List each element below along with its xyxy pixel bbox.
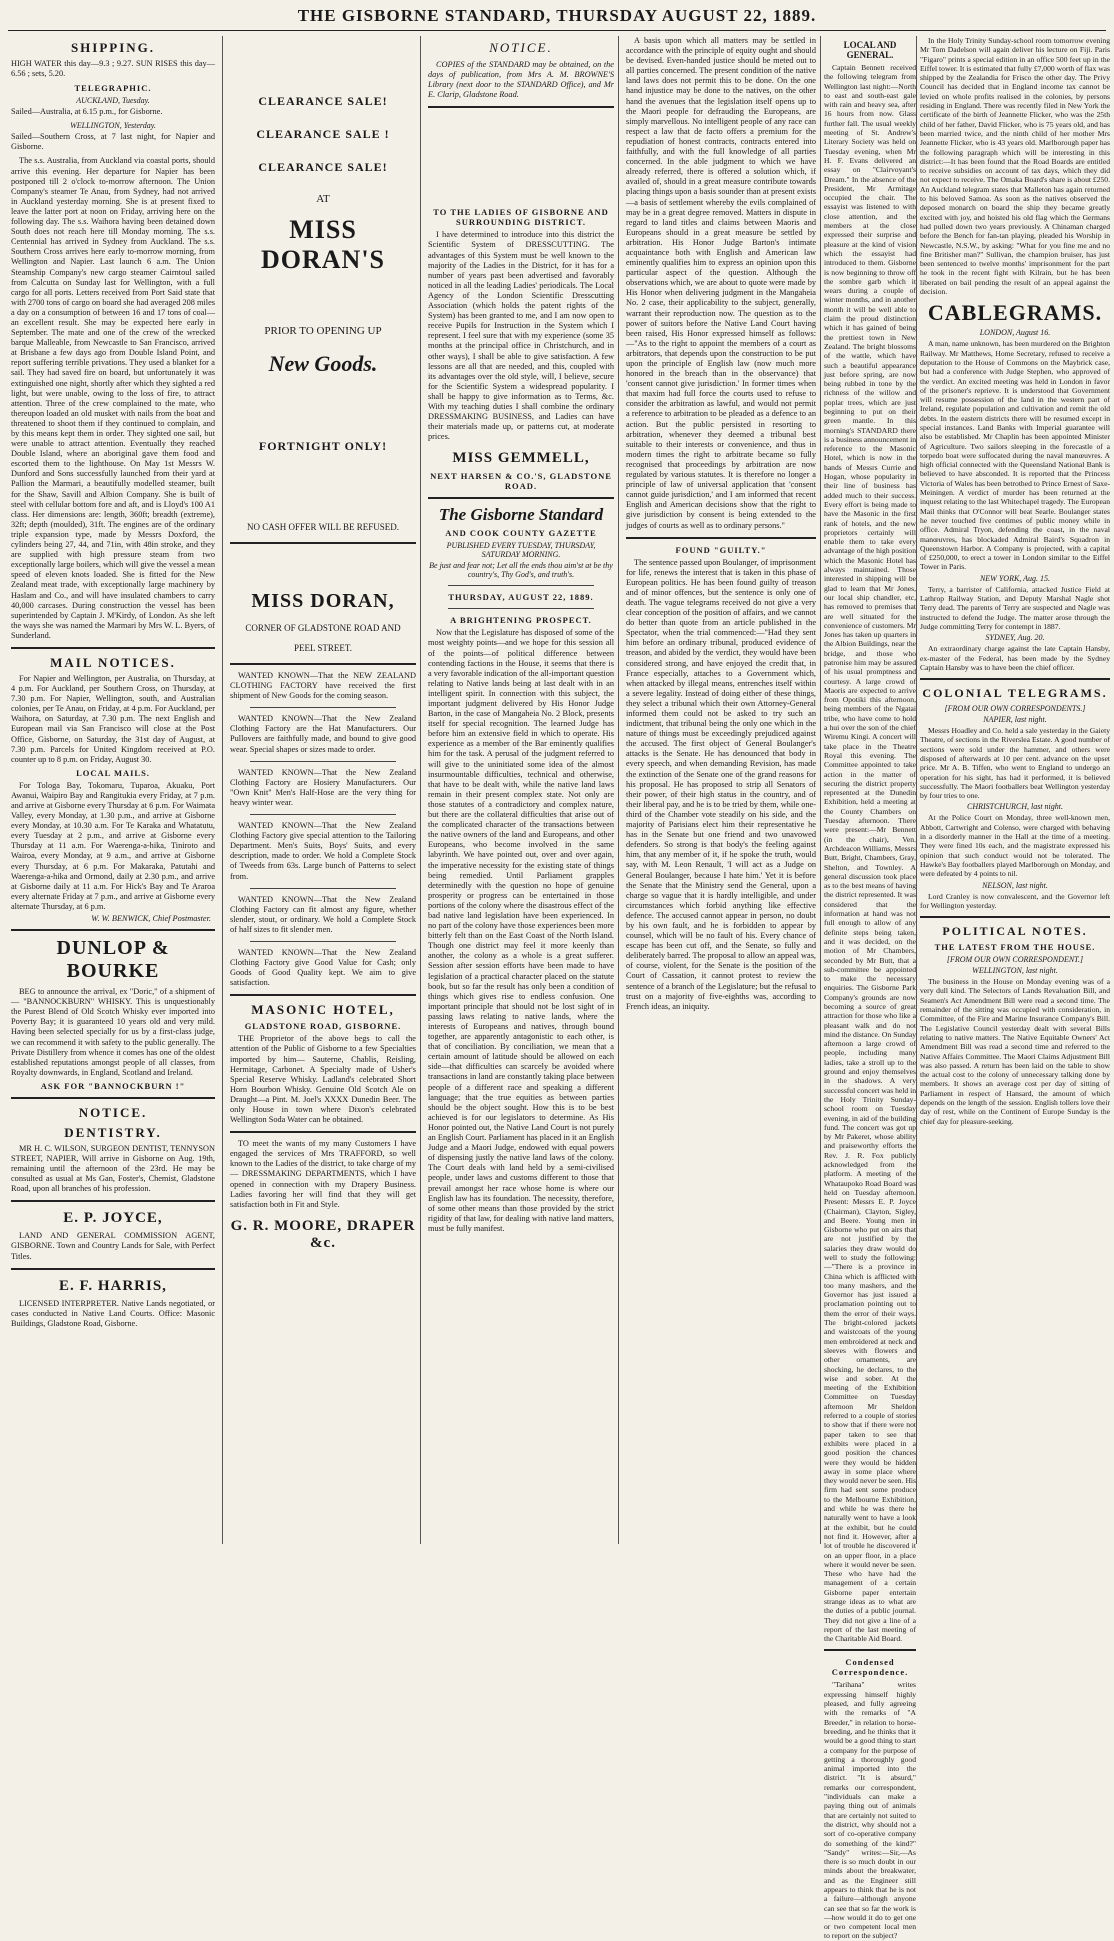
divider	[11, 1097, 215, 1099]
divider	[250, 707, 396, 708]
political-sub: THE LATEST FROM THE HOUSE.	[934, 942, 1096, 953]
clearance-sale-1: CLEARANCE SALE!	[258, 94, 388, 108]
masthead: THE GISBORNE STANDARD, THURSDAY AUGUST 22, 1889.	[297, 6, 817, 25]
mail-notices-body: For Napier and Wellington, per Australia, on Thursday, at 4 p.m. For Auckland, per Southern Cross, on Thursday, at 7.30 p.m. For Napier, Wellington, south, and Australian colonies, per Te Anau, on Friday, at 4 p.m. For Auckland, per Waihora, on Saturday, at 7.30 p.m. The next English and European mail via San Francisco will close at the Post Office, Gisborne, on Saturday, the 31st day of August, at 7.30 p.m. Parcels for United Kingdom received at P.O. counter up to 8 p.m. on Friday, August 30.	[11, 673, 215, 764]
christchurch-dateline: CHRISTCHURCH, last night.	[966, 802, 1063, 812]
moore-signature: G. R. MOORE, DRAPER &c.	[230, 1217, 416, 1251]
telegraphic-heading: TELEGRAPHIC.	[74, 83, 152, 94]
local-mails-body: For Tologa Bay, Tokomaru, Tuparoa, Akuaku, Port Awanui, Waipiro Bay and Rangitukia every Friday, at 7 p.m. and arrive at Gisborne every Thursday at 6 p.m. For Waimata Valley, every Monday, at 1.30 p.m., and arrive at Gisborne every Monday, at 10.30 a.m. For Te Karaka and Whatatutu, every Tuesday at 2 p.m., and arrive at Gisborne every Thursday at 11 a.m. For Waerenga-a-hika, Tiniroto and Wairoa, every Monday, at 9 a.m., and arrive at Gisborne every Thursday, at 6 p.m. For Makaraka, Patutahi and Waerenga-a-hika and Ormond, daily at 2.30 p.m., and arrive at Gisborne daily at 11 a.m. For Hick's Bay and Te Araroa every alternate Friday at 7 p.m., and arrive at Gisborne every alternate Thursday, at 6 p.m.	[11, 780, 215, 911]
local-general-body-r: Captain Bennett received the following telegram from Wellington last night:—North to east and south-east gale with rain and heavy sea, after 16 hours from now. Glass further fall. The usual weekly meeting of St. Andrew's Literary Society was held on Tuesday evening, when Mr H. F. Evans delivered an essay on "Clairvoyant's Dream." In the absence of the President, Mr Armitage occupied the chair. The essayist was listened to with close attention, and the members at the close expressed their surprise and pleasure at the kind of vision which the essayist had introduced to them. Gisborne is now beginning to throw off the sombre garb which it wears during a couple of winter months, and in another month it will be well able to claim the proud distinction which it has gained of being the prettiest town in New Zealand. The bright blossoms of the wattle, which have such a beautiful appearance just before spring, are now being rubbed in tone by the richness of the willow and poplar trees, which are just beginning to put on their green mantle. In this morning's STANDARD there is a business announcement in reference to the Masonic Hotel, which is now in the hands of Messrs Currie and Hogan, whose popularity in their line of business has added much to their success. Every effort is being made to have the Masonic in the first rank of hotels, and the new proprietors certainly will enable them to take every advantage of the high position which the Masonic Hotel has always maintained. Those interested in shipping will be glad to learn that Mr Jones, our local ship chandler, etc, has removed to premises that are well situated for the convenience of customers. Mr Jones has taken up quarters in the Albion Buildings, near the bridge, and those who patronise him may be assured of his usual promptness and courtesy. A large crowd of Maoris are expected to arrive from Opotiki this afternoon, being members of the Ngatai tribe, who have come to hold a hui over the son of the chief Wiremu Kingi. A concert will take place in the Theatre Royal this evening. The Committee appointed to take action in the matter of securing the district property represented at the Dunedin Exhibition, held a meeting at the County Chambers on Tuesday afternoon. There were present:—Mr Bennett (in the chair), Ven. Archdeacon Williams, Messrs Butt, Bright, Chambers, Gray, Shelton, and Townley. A general discussion took place as to the best means of having the district represented. It was considered that the information at hand was not full enough to allow of any definite steps being taken, and it was decided, on the motion of Mr Chambers, seconded by Mr Butt, that a sub-committee be appointed to make the necessary enquiries. The Gisborne Park Company's grounds are now becoming a source of great attraction for those who like a pleasant walk and do not mind the distance. On Sunday afternoon a large crowd of people, including many ladies, take a stroll up to the ground and enjoy themselves in the shadows. A very successful concert was held in the Holy Trinity Sunday-school room on Tuesday evening, in aid of the building fund. The concert was got up by Mr Pakeret, whose ability and praiseworthy efforts the Rev. J. R. Fox publicly acknowledged from the platform. A meeting of the Whataupoko Road Board was held on Tuesday afternoon. Present: Messrs E. P. Joyce (Chairman), Clayton, Sigley, and Beere. Young men in Gisborne who put on airs that are not justified by the salaries they draw would do well to study the following:—"There is a province in China which is afflicted with too many mashers, and the Governor has just issued a proclamation pointing out to them the error of their ways. The bright-colored jackets and waistcoats of the young men embroidered at neck and sleeves with flowers and other ornaments, are shocking, he declares, to the wise and sober. At the meeting of the Exhibition Committee on Tuesday afternoon Mr Sheldon referred to a couple of stories to show that if there were not paper taken to see that exhibits were placed in a good position the chances were they would be hidden away in some place where they would never be seen. His firm had sent some produce to the Melbourne Exhibition, and while he was there he naturally went to have a look at the exhibit, but he could not find it. However, after a lot of trouble he discovered it on an upper floor, in a place where it would never be seen. These who have had the management of a certain Gisborne paper entertain strange ideas as to what are the duties of a public journal. They did not give a line of a report of the last meeting of the Charitable Aid Board.	[824, 63, 916, 1644]
paper-subtitle: AND COOK COUNTY GAZETTE	[445, 528, 597, 539]
masthead-rule	[8, 30, 1106, 31]
wanted-known-6: WANTED KNOWN—That the New Zealand Clothing Factory give Good Value for Cash; only Goods of Good Quality kept. We aim to give satisfaction.	[230, 947, 416, 988]
joyce-body: LAND AND GENERAL COMMISSION AGENT, GISBORNE. Town and Country Lands for Sale, with Perfect Titles.	[11, 1231, 215, 1261]
bannockburn-ask: ASK FOR "BANNOCKBURN !"	[40, 1080, 186, 1091]
divider	[250, 941, 396, 942]
published-line: PUBLISHED EVERY TUESDAY, THURSDAY, SATURDAY MORNING.	[446, 541, 596, 560]
gemmell-address: NEXT HARSEN & CO.'S, GLADSTONE ROAD.	[430, 471, 612, 492]
no-cash-offer: NO CASH OFFER WILL BE REFUSED.	[246, 522, 399, 532]
political-notes-heading: POLITICAL NOTES.	[942, 924, 1088, 939]
divider	[920, 916, 1110, 918]
correspondence-body-r: "Tarihana" writes expressing himself highly pleased, and fully agreeing with the remarks of "A Breeder," in relation to horse-breeding, and he thinks that it would be a good thing to start a company for the purpose of getting a thoroughly good animal imported into the district. "It is absurd," remarks our correspondent, "individuals can make a paying thing out of animals that are certainly not suited to the district, why should not a sort of co-operative company do something of the kind?" "Sandy" writes:—Sir,—As there is so much doubt in our minds about the breakwater, and as the Engineer still appears to think that he is not a failure—although anyone can see that so far the work is—how would it do to get one or two competent local men to report on the subject?	[824, 1680, 916, 1941]
editorial-body: Now that the Legislature has disposed of some of the most weighty points—and we hope for this session all of the points—of political difference between contending factions in the House, it seems that there is a very favorable indication of the all-important question relating to Native lands being at last dealt with in an intelligent spirit. In connection with this subject, the important judgment delivered by His Honor Judge Barton, in the case of Mangaheia No. 2 Block, presents itself for special recognition. The learned Judge has before him an extensive field in which to operate. His experience as a member of the Bar eminently qualifies him for the task. A perusal of the judgment referred to will give to the uninitiated some idea of the almost insurmountable difficulties, technical and otherwise, that have to be dealt with, while the native land laws remain in their present complex state. Not only are those statutes of a contradictory and complex nature, but there are the collateral difficulties that arise out of the complicated character of the transactions between the native owners of the land and Europeans, and other Europeans, who become involved in the same labyrinth. We have pointed out, over and over again, the imperative necessity for the existing state of things being remedied. Until Parliament grapples determinedly with the question no hope of genuine prosperity or progress can be entertained in those portions of the colony where the disastrous effect of the bad native land legislation have been experienced. In no part of the colony have those experiences been more bitterly felt than on the East Coast of the North Island. Though one district may feel it more keenly than another, the colony as a whole is a great sufferer. Session after session efforts have been made to have legislation of a practical character placed on the statute book, but so far the result has only been a condition of things which gives rise to endless confusion. One important principle that should not be lost sight of in passing laws relating to native lands, where the interests of Europeans and natives, through bound together, are apparently antagonistic to each other, is that of conciliation. By conciliation, we mean that a certain amount of latitude should be allowed on each side—that difficulties can scarcely be avoided where transactions in land are constantly taking place between people of a different race and speaking a different language; that the true equities as between parties should be the object sought. How this is to be best achieved is for our legislators to determine. As His Honor pointed out, the Native Land Court is not purely an English Court. Parliament has placed in it an English Judge and a Maori Judge, endowed with equal powers of dispensing justly the native land laws of the colony. The Court deals with land held by a semi-civilised people, under laws and customs different to those that prevail amongst her race whose home is where our English law has its foundation. The necessity, therefore, of some other means than those provided by the strict rigidity of that law, for dealing with native land matters, must be fully manifest.	[428, 628, 614, 1233]
gemmell-name: MISS GEMMELL,	[452, 450, 590, 467]
dentistry-body: MR H. C. WILSON, SURGEON DENTIST, TENNYSON STREET, NAPIER, Will arrive in Gisborne on Aug. 19th, remaining until the afternoon of the 23rd. He may be consulted as usual at Ms Gan, Foster's, Chemist, Gladstone Road, upon all branches of his profession.	[11, 1143, 215, 1194]
postmaster-signature: W. W. BENWICK, Chief Postmaster.	[91, 914, 211, 924]
divider	[250, 761, 396, 762]
local-mails-heading: LOCAL MAILS.	[76, 767, 150, 778]
newyork-dateline: NEW YORK, Aug. 15.	[979, 573, 1051, 583]
divider	[11, 929, 215, 931]
colonial-sub: [FROM OUR OWN CORRESPONDENTS.]	[944, 704, 1086, 714]
wanted-known-4: WANTED KNOWN—That the New Zealand Clothing Factory give special attention to the Tailoring Department. Men's Suits, Boys' Suits, and every description, made to order. We hold a Complete Stock of Tweeds from 63s. Large bunch of Patterns to select from.	[230, 821, 416, 881]
divider	[230, 994, 416, 996]
tides-text: HIGH WATER this day—9.3 ; 9.27. SUN RISES this day—6.56 ; sets, 5.20.	[11, 59, 215, 79]
column-3	[420, 36, 617, 1544]
harris-heading: E. F. HARRIS,	[59, 1277, 167, 1294]
divider	[428, 497, 614, 499]
sydney-dateline: SYDNEY, Aug. 20.	[985, 633, 1045, 643]
new-goods-heading: New Goods.	[268, 351, 378, 376]
auckland-dateline: AUCKLAND, Tuesday.	[76, 96, 150, 106]
copies-notice: COPIES of the STANDARD may be obtained, on the days of publication, from Mrs A. M. BROWNE'S Library (next door to the STANDARD Office), and Mr E. Clarip, Gladstone Road.	[428, 60, 614, 100]
divider	[230, 663, 416, 665]
divider	[11, 1268, 215, 1270]
motto: Be just and fear not; Let all the ends thou aim'st at be thy country's, Thy God's, and truth's.	[429, 561, 613, 580]
fortnight-only: FORTNIGHT ONLY!	[258, 439, 388, 453]
auckland-text: Sailed—Australia, at 6.15 p.m., for Gisborne.	[11, 107, 163, 117]
miss-doran-heading: MISS DORAN,	[251, 590, 395, 612]
harris-body: LICENSED INTERPRETER. Native Lands negotiated, or cases conducted in Native Land Courts. Office: Masonic Buildings, Gladstone Road, Gisborne.	[11, 1298, 215, 1328]
political-dateline: WELLINGTON, last night.	[972, 966, 1058, 976]
divider	[230, 1131, 416, 1133]
editorial-continued: A basis upon which all matters may be settled in accordance with the principle of equity ought and should be devised. Even-handed justice should be meted out to all parties concerned. The present condition of the native land laws does not permit this to be done. On the one hand injustice may be done to the natives, on the other hand the avenues that the legislation itself opens up to the Maori people for defrauding the Europeans, are simply marvellous. No intelligent people of any race can respect a law that de facto offers a premium for the repudiation of honest contracts, contracts entered into faithfully, and with the full knowledge of all parties concerned. In the able judgment to which we have already referred, there is offered a solution which, if availed of, should in a great measure contribute towards placing things upon a basis sounder than at present exists—a basis of settlement whereby the evils complained of may be in a great degree removed. Matters in dispute in regard to land titles and claims between Maoris and Europeans should in a great measure be settled by arbitration. His Honor Judge Barton's intimate acquaintance both with English and American law eminently qualifies him to express an opinion upon this particular aspect of the question. Although the observations which, we are about to quote were made by His Honor when delivering judgment in the Mangaheia No. 2 case, their applicability to the subject, generally, warrant their reproduction now. The question as to the power of suitors before the Native Land Court having been raised, His Honor expressed himself as follows:—"As to the right to appoint the members of a court as arbitrators, that depends upon the construction to be put upon the principle of English law (now much more honored in the breach than in the observance) that 'consent cannot give jurisdiction.' In former times when that maxim had full force the courts used to refuse to consider the arbitration as lawful, and would not permit a reference to arbitration to be pleaded as a defence to an action. But the public persisted in resorting to arbitration, whenever they deemed a tribunal best suitable to their interests or convenience, and thus in modern times the right to arbitrate became so fully recognised that proceedings by arbitration are now regulated by various statutes. It is therefore no longer a principle of law of universal application that 'consent cannot guide jurisdiction,' and I am informed that recent English and American decisions show that the right to give jurisdiction by consent is being extended to the judges of courts as well as to ordinary persons."	[626, 36, 816, 530]
column-2	[222, 36, 419, 1544]
cablegrams-body: A man, name unknown, has been murdered on the Brighton Railway. Mr Matthews, Home Secretary, refused to receive a deputation to the House of Commons on the Maybrick case, but had a conference with Judge Stephen, who approved of the verdict. An excited meeting was held in London in favor of the prisoner's reprieve. It is understood that Government will resume possession of the land in the western part of Ireland, regulate population and cultivation and remit the old debts. In the eastern districts there will be resumed except in special instances. Land Banks with Imperial guarantee will also be established. Mr Chaplin has been appointed Minister of Agriculture. Two sailors sleeping in the forecastle of a torpedo boat were suffocated during the naval manœuvres. A high official connected with the Queensland National Bank is believed to have absconded. It is reported that the Princess Victoria of Wales has been betrothed to Prince Ernest of Saxe-Meiningen. A verdict of murder has been returned at the inquest relating to the last Whitechapel tragedy. The European Mail thinks that O'Connor will beat Searle. Boulanger states he never touched five centimes of public money while in office. Admiral Tryon, defending the coast, in the naval manœuvres, has blockaded Admiral Baird's Squadron in Queenstown Harbor. A Company is projected, with a capital of £250,000, to erect a tower in London similar to the Eiffel Tower in Paris.	[920, 339, 1110, 572]
masonic-hotel-sub: GLADSTONE ROAD, GISBORNE.	[244, 1021, 402, 1032]
joyce-heading: E. P. JOYCE,	[63, 1210, 163, 1227]
dunlop-bourke-body: BEG to announce the arrival, ex "Doric," of a shipment of— "BANNOCKBURN" WHISKY. This is unquestionably the Purest Blend of Old Scotch Whisky ever imported into Poverty Bay; it is guaranteed 10 years old and very mild. Having been selected specially for us by a first-class judge, we can recommend it with safety to the public generally. The Private Distillery from whence it comes has one of the oldest established reputations amongst people of all classes, from Royalty downwards, in England, Scotland and Ireland.	[11, 987, 215, 1077]
political-corr: [FROM OUR OWN CORRESPONDENT.]	[946, 955, 1084, 965]
column-6-rendered	[916, 36, 1110, 1544]
christchurch-body: At the Police Court on Monday, three well-known men, Abbott, Cartwright and Colenso, were charged with behaving in a disorderly manner in the Hall at the time of a meeting. They were fined 10s each, and the magistrate expressed his opinion that such conduct would not be tolerated. The Hawke's Bay footballers played Marlborough on Monday, and were defeated by 4 points to nil.	[920, 813, 1110, 879]
nelson-body: Lord Cranley is now convalescent, and the Governor left for Wellington yesterday.	[920, 891, 1110, 910]
newyork-body: Terry, a barrister of California, attacked Justice Field at Lathrop Railway Station, and Deputy Marshal Nagle shot Terry dead. The parents of Terry are suspected and Nagle was instructed to defend the Judge. The matter arose through the Judge committing Terry for contempt in 1887.	[920, 584, 1110, 631]
wellington-text: Sailed—Southern Cross, at 7 last night, for Napier and Gisborne.	[11, 132, 215, 152]
miss-dorans-heading: MISS DORAN'S	[260, 215, 385, 274]
masonic-hotel-body: THE Proprietor of the above begs to call the attention of the Public of Gisborne to a few Specialties imported by him— Sauterne, Chablis, Reisling, Hermitage, Carbonet. A Specialty made of Usher's Special Reserve Whisky. Ladland's celebrated Short Horn Bourbon Whisky. Genuine Old Scotch Ale on Draught—a Pint. M. Joel's XXXX Dunedin Beer. The only House in town where Dixon's celebrated Wellington Soda Water can be obtained.	[230, 1034, 416, 1125]
general-items-r: In the Holy Trinity Sunday-school room tomorrow evening Mr Tom Dadelson will again deliver his lecture on Fiji. Paris "Figaro" prints a special edition in an office 500 feet up in the Eiffel tower. It is estimated that fully £7,000 worth of flax was shipped by the Zealandia for Frisco the other day. The Privy Council has decided that in England income tax cannot be levied on whole profits realised in the colonies, by persons residing in England. There was recently filed in New York the certificate of the birth of Jeannette Flicker, who was the 25th child of her father, David Flicker, who is 75 years old, and has been married twice, and the ninth child of her mother Mrs Jeannette Flicker, who is 43 years old. Marlborough paper has the following paragraph which will be interesting in this district:—It has been found that the Road Boards are entitled to receive subsidies on account of tax days, which they did not expect to receive. The Omaka Board's share is about £250. An Auckland telegram states that Malleton has again returned to his beloved Samoa. As soon as the natives observed the deposed monarch on board the ship they became greatly excited with joy, and hoisted his old flag which the Germans had pulled down two years previously. A Chinaman charged before the Bench for fan-tan playing, pleaded his Worship in Newcastle, N.S.W., by asking: "What for you fine me and no fine Britisher man?" Sullivan, the champion bruiser, has just been sentenced to twelve months' imprisonment for the part he took in the recent fight with Kilrain, but he has been liberated on bail pending the result of an appeal against the decision.	[920, 36, 1110, 297]
divider	[11, 1200, 215, 1202]
london-dateline: LONDON, August 16.	[979, 328, 1051, 338]
ladies-body: I have determined to introduce into this district the Scientific System of DRESSCUTTING. The advantages of this System must be well known to the majority of the Ladies in the District, for it has for a number of years past been advertised and favorably noticed in all the leading Ladies' periodicals. The Local Agency of the London Scientific Dresscutting Association (which holds the patent rights of the System) has been granted to me, and I am now open to receive Pupils for Instruction in the System which I represent. I feel sure that with my experience (some 35 months at the principal office in Christchurch, and in other ways), I shall be able to give satisfaction. A few lessons are all that are needed, and this, coupled with its advantages over the old style, will, I believe, secure for the Scientific System a widespread popularity. I shall be happy to give information as to Terms, &c. With my teaching duties I shall combine the ordinary DRESSMAKING BUSINESS, and Ladies can have their materials made up, or patterns cut, at moderate prices.	[428, 230, 614, 442]
correspondence-heading-r: Condensed Correspondence.	[831, 1657, 909, 1678]
wanted-known-2: WANTED KNOWN—That the New Zealand Clothing Factory are the Hat Manufacturers. Our Pullovers are faithfully made, and bound to give good wear. Special shapes or sizes made to order.	[230, 714, 416, 754]
paper-title: The Gisborne Standard	[438, 505, 604, 525]
mail-notices-heading: MAIL NOTICES.	[50, 654, 176, 670]
dunlop-bourke-heading: DUNLOP & BOURKE	[56, 937, 170, 983]
issue-date: THURSDAY, AUGUST 22, 1889.	[448, 592, 594, 603]
found-guilty-heading: FOUND "GUILTY."	[675, 544, 767, 555]
colonial-body: Messrs Hoadley and Co. held a sale yesterday in the Gaiety Theatre, of sections in the Riverslea Estate. A good number of sections were sold under the hammer, and others were disposed of afterwards at 10 per cent. advance on the upset price. Mr A. B. Tiffen, who went to England to undergo an operation for his sight, has had it performed, it is believed successfully. The Maori footballers beat Wellington yesterday by four tries to one.	[920, 726, 1110, 801]
divider	[250, 888, 396, 889]
column-4	[618, 36, 819, 1544]
masonic-hotel-heading: MASONIC HOTEL,	[251, 1002, 395, 1018]
trafford-notice: TO meet the wants of my many Customers I have engaged the services of Mrs TRAFFORD, so well known to the Ladies of the district, to take charge of my— DRESSMAKING DEPARTMENTS, which I have opened in connection with my Drapery Business. Ladies favoring her will find that they will get satisfaction both in Fit and Style.	[230, 1139, 417, 1209]
divider	[250, 814, 396, 815]
clearance-sale-2: CLEARANCE SALE !	[256, 127, 390, 141]
wanted-known-3: WANTED KNOWN—That the New Zealand Clothing Factory are Hosiery Manufacturers. Our "Own Knit" Men's Half-Hose are the very thing for heavy winter wear.	[230, 767, 416, 807]
notice-heading: NOTICE.	[78, 1104, 148, 1120]
wanted-known-1: WANTED KNOWN—That the NEW ZEALAND CLOTHING FACTORY have received the first shipment of New Goods for the coming season.	[230, 671, 416, 701]
shipping-heading: SHIPPING.	[70, 40, 156, 55]
divider	[448, 585, 594, 586]
sydney-body: An extraordinary charge against the late Captain Hansby, ex-master of the Federal, has been made by the Sydney Captain Hansby was to have been the chief officer.	[920, 644, 1110, 672]
ladies-heading: TO THE LADIES OF GISBORNE AND SURROUNDING DISTRICT.	[433, 207, 609, 228]
column-1	[8, 36, 218, 1544]
clearance-sale-3: CLEARANCE SALE!	[258, 160, 388, 174]
column-5-rendered	[820, 36, 916, 1941]
editorial-heading: A BRIGHTENING PROSPECT.	[450, 615, 592, 626]
local-general-heading-r: LOCAL AND GENERAL.	[843, 40, 897, 60]
prior-text: PRIOR TO OPENING UP	[264, 325, 382, 337]
divider	[11, 647, 215, 649]
doran-peel: PEEL STREET.	[294, 643, 352, 653]
divider	[428, 106, 614, 108]
divider	[448, 608, 594, 609]
at-text: AT	[316, 193, 330, 205]
dentistry-heading: DENTISTRY.	[64, 1124, 162, 1140]
notice-heading: NOTICE.	[489, 40, 553, 55]
divider	[920, 678, 1110, 680]
doran-corner: CORNER OF GLADSTONE ROAD AND	[245, 623, 401, 633]
shipping-body: The s.s. Australia, from Auckland via coastal ports, should arrive this evening. Her departure for Napier has been postponed till 2 o'clock to-morrow afternoon. The Union Company's steamer Te Anau, from Sydney, had not arrived in Auckland yesterday morning. She is at present fixed to leave the latter port at noon on Friday, arriving here on the following day. The s.s. Waihora having been detained down South does not reach here till Monday morning. The s.s. Centennial has arrived in Sydney from Auckland. The s.s. Southern Cross arrives here early to-morrow morning, from Wellington and Napier. Last launch 6 a.m. The Union Steamship Company's new cargo steamer Cairntoul sailed from Calcutta on Sunday last for Wellington, with a full cargo for all ports. Letters received from Port Said state that with 2700 tons of cargo on board she had averaged 208 miles a day on a consumption of between 16 and 17 tons of coal—an excellent result. She may be expected here early in September. The mate and one of the crew of the wrecked barque Malleable, from Newcastle to San Francisco, arrived at Brisbane a few days ago from Double Island Point, and report suffering terrible privations. They used a blanket for a sail. They had saved fire on board, but unfortunately it was extinguished one night, shortly after which they sighted a red light, but were unable, owing to the loss of fire, to attract attention. Three of the crew complained to the mate, who thereupon loaded an old musket with nails from the boat and threatened to shoot them if they continued to complain, and by this means kept them in order. They sighted one sail, but were unable to attract attention. Eventually they reached Double Island, where an aboriginal gave them food and escorted them to the lighthouse. On May 1st Messrs W. Dunford and Sons successfully launched from their yard at Pallion the Marmari, a beautifully modelled steamer, built for the Shaw, Savill and Albion Company. She is built of steel with cellular bottom fore and aft, and is Lloyd's 100 A1 class. Her dimensions are: length, 360ft; breadth (extreme), 32ft; depth (moulded), 31ft. The engines are of the ordinary triple expansion type, made by Messrs Doxford, the cylinders being 27, 44, and 71in, with 48in stroke, and they are supplied with high pressure steam from two exceptionally large boilers, which will give the vessel a mean speed of eleven knots loaded. She is fitted for the New Zealand meat trade, with exceptionally large machinery by Haslam and Co., and will have insulated chambers to carry 40,000 carcases. During construction the vessel has been superintended by Captain J. M'Kirdy, of London. As she left the ways she was named the Marmari by Mrs W. L. Byers, of Sunderland.	[11, 156, 215, 640]
nelson-dateline: NELSON, last night.	[982, 880, 1048, 890]
political-body: The business in the House on Monday evening was of a very dull kind. The Selectors of Lands Revaluation Bill, and Seamen's Act Amendment Bill were read a second time. The remainder of the sitting was occupied with consideration, in Committee, of the Fire and Marine Insurance Company's Bill. The Legislative Council yesterday dealt with several Bills relating to native matters. The Native Equitable Owners' Act Amendment Bill was read a second time and referred to the Native Affairs Committee. The Maori Claims Adjustment Bill was also passed. A return has been laid on the table to show the actual cost to the colony of unnecessary talking done by members. It shows an average cost per day of sitting of Parliament in respect of Hansard, the amount of which depends on the length of the session. English tollers love their day of rest, while on the Continent of Europe Sunday is the chief day for pleasure-seeking.	[920, 977, 1110, 1126]
wellington-dateline: WELLINGTON, Yesterday.	[70, 121, 156, 131]
colonial-telegrams-heading: COLONIAL TELEGRAMS.	[922, 686, 1108, 701]
cablegrams-heading: CABLEGRAMS.	[927, 300, 1103, 326]
wanted-known-5: WANTED KNOWN—That the New Zealand Clothing Factory can fit almost any figure, whether slender, stout, or ordinary. We hold a Complete Stock of half sizes to fit slender men.	[230, 894, 416, 934]
found-guilty-body: The sentence passed upon Boulanger, of imprisonment for life, renews the interest that is taken in this phase of European politics. He has been found guilty of treason and of minor offences, but the sentence is only one of death. The vague telegrams received do not give a very clear conception of the position of affairs, and we cannot do better than quote from an article published in the Spectator, when the trial commenced:—"Had they sent him before an ordinary tribunal, produced evidence of treason, and abided by the verdict, they would have been considered strong, and have enjoyed the credit that, in France especially, attaches to a Government which, when attacked by illegal means, entrenches itself within a severe legality. Instead of doing either of these things, they select a tribunal which their own Attorney-General informed them could not be asked to try such an indictment, that tribunal being the only one which in the nature of things must be exceedingly prejudiced against the accused. The first object of General Boulanger's attacks is the Senate. He has denounced that body in every speech, and when demanding Revision, has made the extinction of the Senate one of the grand reasons for his proposal. He has proposed to strip all Senators of their power, of their high status in the country, and of their liberal pay, and he is to be tried by them, while one-third of the Chamber vote steadily on his side, and the majority of Parisians elect him their representative he has in the Senate but one friend and two unavowed defenders. So strong is that body's the feeling against him, that any member of it, if he spoke the truth, would say, with M. Leon Renault, 'I will act as a Judge on General Boulanger, because I hate him.' Yet it is before the Senate that the Ministry send the General, upon a charge so vague that it is hardly intelligible, and under circumstances which forbid anything like effective defence. The accused cannot appear in person, no doubt by his own fault, and he is forbidden to appear by counsel, which will be no fault of his. Every chance of escape has been cut off, and the Senate, so fully and deliberately barred. The proposal to allow an appeal was, of course, violent, for the Senate is the position of the Court of Cassation, it cannot protest to review the sentence of a branch of the Legislature; but the refusal to trust on a majority of five-eighths was, according to French ideas, an iniquity.	[626, 557, 816, 1011]
divider	[824, 1649, 916, 1651]
divider	[230, 542, 416, 544]
napier-dateline: NAPIER, last night.	[983, 715, 1047, 725]
divider	[626, 537, 816, 539]
